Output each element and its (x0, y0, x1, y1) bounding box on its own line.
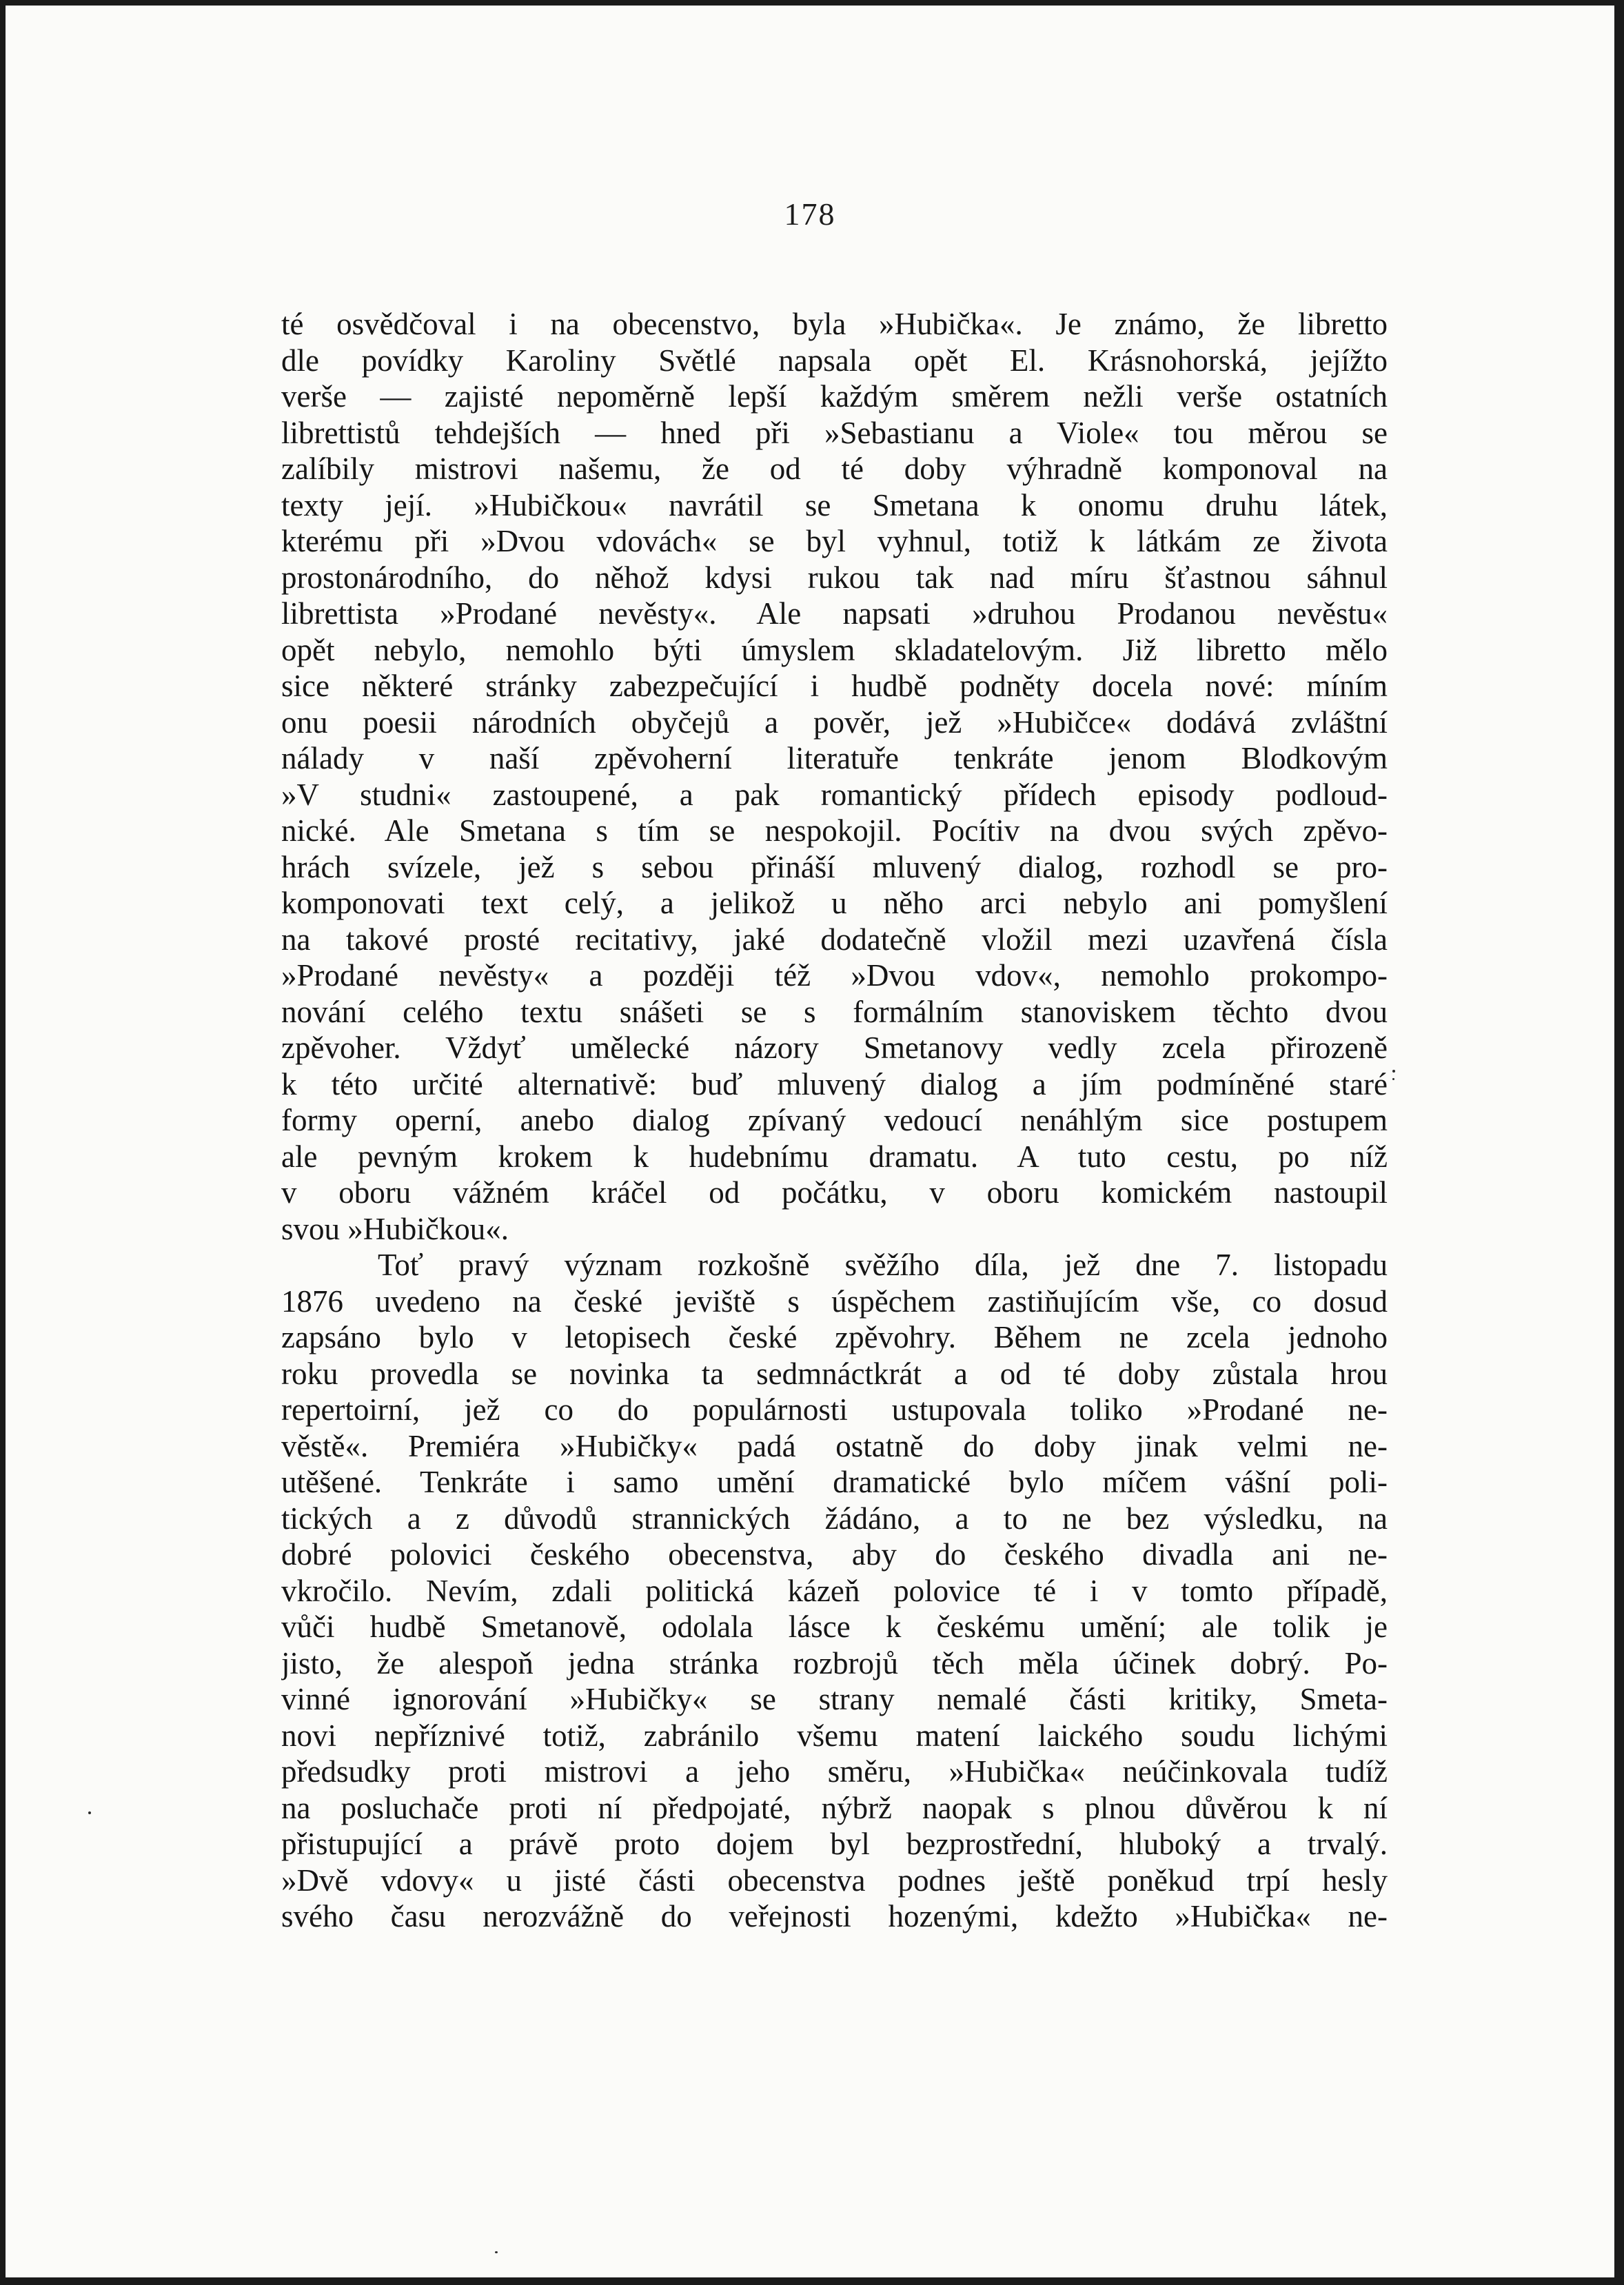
paragraph-end-line: svou »Hubičkou«. (281, 1211, 509, 1246)
text-line: kterému při »Dvou vdovách« se byl vyhnul, totiž k látkám ze života (281, 524, 1388, 558)
text-line: přistupující a právě proto dojem byl bezprostřední, hluboký a trvalý. (281, 1827, 1388, 1861)
text-line: onu poesii národních obyčejů a pověr, jež »Hubičce« dodává zvláštní (281, 704, 1388, 740)
text-line: »Prodané nevěsty« a později též »Dvou vdov«, nemohlo prokompo- (281, 958, 1388, 993)
text-line: utěšené. Tenkráte i samo umění dramatické bylo míčem vášní poli- (281, 1465, 1388, 1499)
text-line: na takové prosté recitativy, jaké dodatečně vložil mezi uzavřená čísla (281, 922, 1388, 957)
text-line: zpěvoher. Vždyť umělecké názory Smetanovy vedly zcela přirozeně (281, 1030, 1388, 1065)
text-line: předsudky proti mistrovi a jeho směru, »Hubička« neúčinkovala tudíž (281, 1754, 1388, 1789)
text-line: nování celého textu snášeti se s formálním stanoviskem těchto dvou (281, 994, 1388, 1029)
text-line: novi nepříznivé totiž, zabránilo všemu matení laického soudu lichými (281, 1718, 1388, 1753)
text-line: vinné ignorování »Hubičky« se strany nemalé části kritiky, Smeta- (281, 1682, 1388, 1716)
text-line: té osvědčoval i na obecenstvo, byla »Hubička«. Je známo, že libretto (281, 307, 1388, 341)
text-line: formy operní, anebo dialog zpívaný vedoucí nenáhlým sice postupem (281, 1103, 1388, 1137)
text-line: opět nebylo, nemohlo býti úmyslem skladatelovým. Již libretto mělo (281, 632, 1388, 667)
text-line: texty její. »Hubičkou« navrátil se Smetana k onomu druhu látek, (281, 487, 1388, 522)
text-line: roku provedla se novinka ta sedmnáctkrát a od té doby zůstala hrou (281, 1356, 1388, 1391)
scan-speck (1392, 1078, 1394, 1080)
text-line: prostonárodního, do něhož kdysi rukou tak nad míru šťastnou sáhnul (281, 560, 1388, 595)
text-line: 1876 uvedeno na české jeviště s úspěchem zastiňujícím vše, co dosud (281, 1283, 1388, 1319)
text-line: nálady v naší zpěvoherní literatuře tenkráte jenom Blodkovým (281, 741, 1388, 775)
text-line: komponovati text celý, a jelikož u něho arci nebylo ani pomyšlení (281, 886, 1388, 920)
text-line: vkročilo. Nevím, zdali politická kázeň polovice té i v tomto případě, (281, 1573, 1388, 1608)
text-line: »Dvě vdovy« u jisté části obecenstva podnes ještě poněkud trpí hesly (281, 1862, 1388, 1898)
book-page (6, 6, 1614, 2277)
text-line: ale pevným krokem k hudebnímu dramatu. A tuto cestu, po níž (281, 1139, 1388, 1174)
text-line: verše — zajisté nepoměrně lepší každým směrem nežli verše ostatních (281, 379, 1388, 414)
text-line: v oboru vážném kráčel od počátku, v oboru komickém nastoupil (281, 1175, 1388, 1210)
text-line: nické. Ale Smetana s tím se nespokojil. Pocítiv na dvou svých zpěvo- (281, 813, 1388, 848)
text-line: zapsáno bylo v letopisech české zpěvohry. Během ne zcela jednoho (281, 1320, 1388, 1354)
text-line: zalíbily mistrovi našemu, že od té doby výhradně komponoval na (281, 451, 1388, 486)
scan-speck (495, 2251, 498, 2253)
text-line: vůči hudbě Smetanově, odolala lásce k českému umění; ale tolik je (281, 1609, 1388, 1644)
paragraph-start-line: Toť pravý význam rozkošně svěžího díla, jež dne 7. listopadu (378, 1248, 1388, 1282)
text-line: jisto, že alespoň jedna stránka rozbrojů těch měla účinek dobrý. Po- (281, 1645, 1388, 1680)
scan-speck (88, 1811, 91, 1814)
text-line: tických a z důvodů strannických žádáno, a to ne bez výsledku, na (281, 1501, 1388, 1536)
text-line: hrách svízele, jež s sebou přináší mluvený dialog, rozhodl se pro- (281, 849, 1388, 884)
text-line: k této určité alternativě: buď mluvený dialog a jím podmíněné staré (281, 1066, 1388, 1101)
body-text (281, 306, 1388, 1935)
text-line: dobré polovici českého obecenstva, aby do českého divadla ani ne- (281, 1537, 1388, 1572)
text-line: »V studni« zastoupené, a pak romantický přídech episody podloud- (281, 777, 1388, 812)
text-line: sice některé stránky zabezpečující i hudbě podněty docela nové: míním (281, 669, 1388, 703)
text-line: dle povídky Karoliny Světlé napsala opět El. Krásnohorská, jejížto (281, 343, 1388, 378)
scan-speck (1392, 1070, 1395, 1073)
page-number: 178 (784, 196, 836, 232)
text-line: repertoirní, jež co do populárnosti ustupovala toliko »Prodané ne- (281, 1392, 1388, 1427)
text-line: librettistů tehdejších — hned při »Sebastianu a Viole« tou měrou se (281, 415, 1388, 450)
text-line: věstě«. Premiéra »Hubičky« padá ostatně do doby jinak velmi ne- (281, 1428, 1388, 1463)
text-line: librettista »Prodané nevěsty«. Ale napsati »druhou Prodanou nevěstu« (281, 596, 1388, 631)
text-line: svého času nerozvážně do veřejnosti hozenými, kdežto »Hubička« ne- (281, 1899, 1388, 1933)
text-line: na posluchače proti ní předpojaté, nýbrž naopak s plnou důvěrou k ní (281, 1790, 1388, 1825)
